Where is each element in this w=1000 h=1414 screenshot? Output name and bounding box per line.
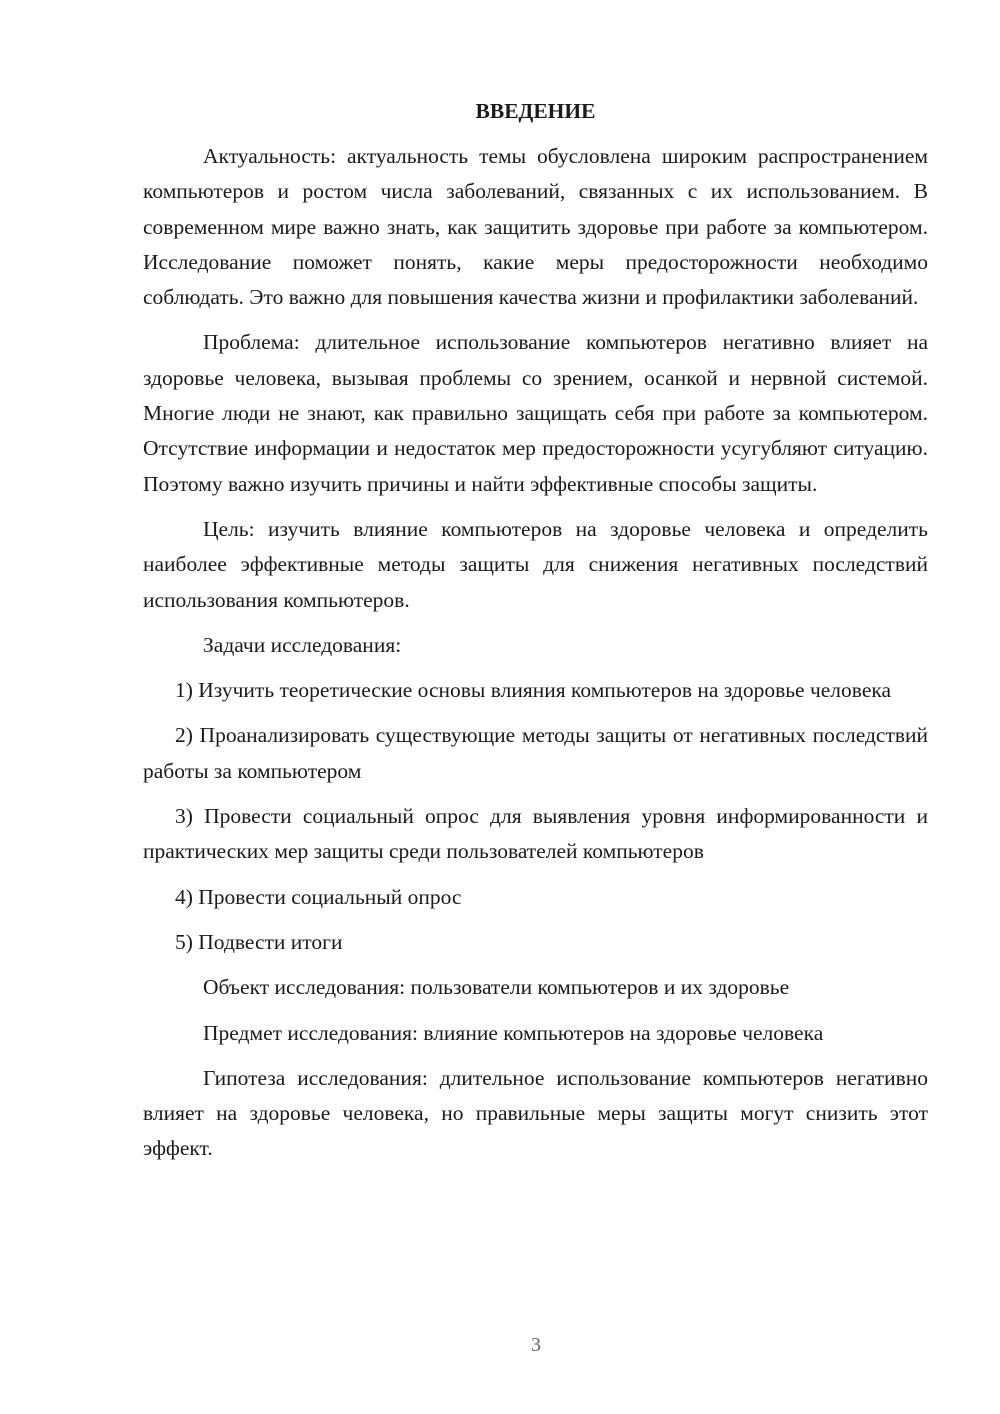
relevance-paragraph: Актуальность: актуальность темы обусловлена широким распространением компьютеров и ростом числа заболеваний, связанных с их использованием. В современном мире важно знать, как защитить здоровье при работе за компьютером. Исследование поможет понять, какие меры предосторожности необходимо соблюдать. Это важно для повышения качества жизни и профилактики заболеваний. bbox=[143, 144, 928, 310]
task-item-5: 5) Подвести итоги bbox=[175, 929, 343, 954]
page-number: 3 bbox=[531, 1334, 541, 1356]
page-title: ВВЕДЕНИЕ bbox=[475, 99, 596, 123]
hypothesis-paragraph: Гипотеза исследования: длительное использование компьютеров негативно влияет на здоровье человека, но правильные меры защиты могут снизить этот эффект. bbox=[143, 1065, 928, 1161]
tasks-heading: Задачи исследования: bbox=[203, 632, 402, 657]
problem-paragraph: Проблема: длительное использование компьютеров негативно влияет на здоровье человека, вызывая проблемы со зрением, осанкой и нервной системой. Многие люди не знают, как правильно защищать себя при работе за компьютером. Отсутствие информации и недостаток мер предосторожности усугубляют ситуацию. Поэтому важно изучить причины и найти эффективные способы защиты. bbox=[143, 330, 928, 496]
task-item-1: 1) Изучить теоретические основы влияния компьютеров на здоровье человека bbox=[175, 678, 892, 703]
document-page bbox=[143, 95, 928, 1167]
task-item-2: 2) Проанализировать существующие методы защиты от негативных последствий работы за компьютером bbox=[143, 723, 928, 783]
task-item-3: 3) Провести социальный опрос для выявления уровня информированности и практических мер защиты среди пользователей компьютеров bbox=[143, 804, 928, 864]
subject-paragraph: Предмет исследования: влияние компьютеров на здоровье человека bbox=[203, 1020, 824, 1045]
task-item-4: 4) Провести социальный опрос bbox=[175, 884, 462, 909]
object-paragraph: Объект исследования: пользователи компьютеров и их здоровье bbox=[203, 975, 790, 1000]
goal-paragraph: Цель: изучить влияние компьютеров на здоровье человека и определить наиболее эффективные методы защиты для снижения негативных последствий использования компьютеров. bbox=[143, 516, 928, 612]
